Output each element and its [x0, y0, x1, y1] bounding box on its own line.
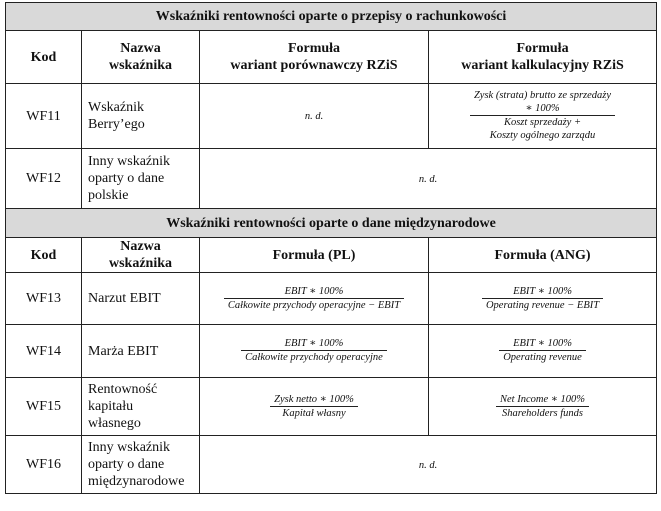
fraction-numerator [470, 89, 615, 115]
formula-comparative [200, 84, 429, 149]
section-header-accounting [6, 3, 657, 31]
header-name-line2: wskaźnika [108, 58, 173, 73]
fraction [499, 337, 586, 364]
fraction-numerator: EBIT ∗ 100% [284, 285, 344, 297]
not-applicable: n. d. [418, 173, 438, 185]
row-code: WF12 [6, 149, 82, 209]
fraction [224, 285, 404, 312]
header-name-line2: wskaźnika [108, 256, 173, 271]
numerator-line1: Zysk (strata) brutto ze sprzedaży [473, 90, 612, 101]
row-name-line2: kapitału [88, 399, 134, 414]
section-header-international [6, 209, 657, 238]
row-name-line3: międzynarodowe [88, 474, 185, 489]
column-header-row [6, 31, 657, 84]
formula-pl [200, 325, 429, 378]
fraction [270, 393, 358, 420]
fraction-numerator: Zysk netto ∗ 100% [274, 393, 354, 405]
header-name-line1: Nazwa [120, 239, 161, 254]
header-kod: Kod [6, 31, 82, 84]
fraction-denominator: Operating revenue [499, 350, 586, 364]
fraction-denominator: Operating revenue − EBIT [482, 298, 603, 312]
header-formula2-line1: Formuła [516, 41, 569, 56]
row-code: WF11 [6, 84, 82, 149]
fraction-denominator: Całkowite przychody operacyjne − EBIT [224, 298, 404, 312]
header-formula1-line2: wariant porównawczy RZiS [230, 58, 398, 73]
row-name-line2: Berry’ego [88, 117, 145, 132]
fraction [470, 89, 615, 142]
header-formula-comparative [200, 31, 429, 84]
header-formula1-line1: Formuła [287, 41, 341, 56]
header-formula-pl: Formuła (PL) [200, 238, 429, 273]
row-name [82, 436, 200, 494]
ratio-table [5, 2, 657, 494]
row-name-line1: Inny wskaźnik [88, 154, 171, 169]
formula-calculation [429, 84, 657, 149]
header-formula2-line2: wariant kalkulacyjny RZiS [461, 58, 624, 73]
row-name-line1: Wskaźnik [88, 100, 144, 115]
header-formula-ang: Formuła (ANG) [429, 238, 657, 273]
fraction [241, 337, 387, 364]
table-row-wf11 [6, 84, 657, 149]
header-formula-calculation [429, 31, 657, 84]
fraction-numerator: EBIT ∗ 100% [513, 338, 572, 349]
fraction-denominator [470, 115, 615, 142]
formula-span [200, 149, 657, 209]
section-title: Wskaźniki rentowności oparte o przepisy o rachunkowości [6, 3, 657, 31]
header-name [82, 238, 200, 273]
denominator-line2: Koszty ogólnego zarządu [489, 130, 596, 141]
fraction-numerator: EBIT ∗ 100% [513, 285, 572, 297]
row-name-line1: Rentowność [88, 382, 158, 397]
table-row-wf14 [6, 325, 657, 378]
formula-ang [429, 325, 657, 378]
table-row-wf16 [6, 436, 657, 494]
row-name: Narzut EBIT [82, 273, 200, 325]
fraction [496, 393, 589, 420]
fraction-numerator: EBIT ∗ 100% [284, 338, 344, 349]
row-name [82, 149, 200, 209]
fraction-denominator: Kapitał własny [270, 406, 358, 420]
header-kod: Kod [6, 238, 82, 273]
fraction [482, 285, 603, 312]
table-row-wf15 [6, 378, 657, 436]
denominator-line1: Koszt sprzedaży + [503, 117, 582, 128]
table-row-wf12 [6, 149, 657, 209]
table-row-wf13 [6, 273, 657, 325]
formula-ang [429, 378, 657, 436]
row-code: WF15 [6, 378, 82, 436]
row-name-line1: Inny wskaźnik [88, 440, 171, 455]
row-name [82, 378, 200, 436]
row-code: WF14 [6, 325, 82, 378]
column-header-row [6, 238, 657, 273]
fraction-denominator: Shareholders funds [496, 406, 589, 420]
section-title: Wskaźniki rentowności oparte o dane międzynarodowe [6, 209, 657, 238]
row-name-line2: oparty o dane [88, 457, 165, 472]
row-code: WF13 [6, 273, 82, 325]
numerator-line2: ∗ 100% [525, 103, 560, 114]
row-name [82, 84, 200, 149]
row-name-line3: polskie [88, 188, 129, 203]
not-applicable: n. d. [304, 111, 324, 122]
header-name [82, 31, 200, 84]
fraction-numerator: Net Income ∗ 100% [500, 393, 586, 405]
formula-pl [200, 273, 429, 325]
row-name: Marża EBIT [82, 325, 200, 378]
header-name-line1: Nazwa [120, 41, 161, 56]
formula-span [200, 436, 657, 494]
row-name-line2: oparty o dane [88, 171, 165, 186]
fraction-denominator: Całkowite przychody operacyjne [241, 350, 387, 364]
not-applicable: n. d. [418, 459, 438, 471]
formula-ang [429, 273, 657, 325]
row-code: WF16 [6, 436, 82, 494]
row-name-line3: własnego [88, 416, 141, 431]
formula-pl [200, 378, 429, 436]
